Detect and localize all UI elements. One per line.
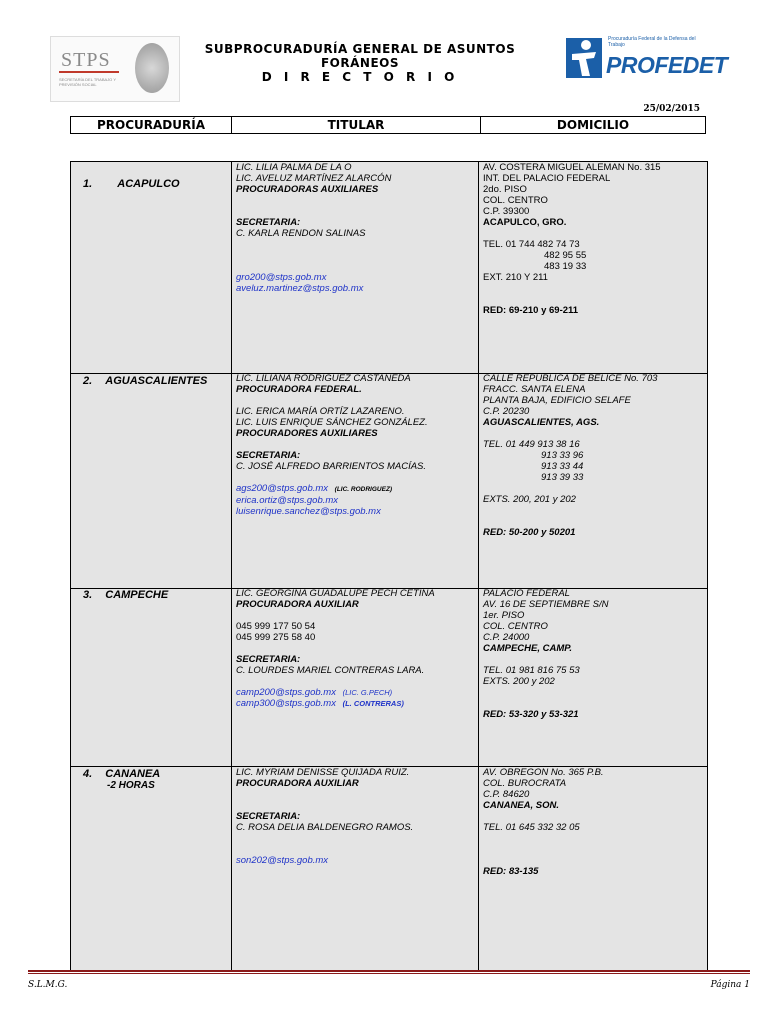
- address-line: 1er. PISO: [483, 610, 525, 621]
- address-line: C.P. 39300: [483, 206, 530, 217]
- phone-line: TEL. 01 981 816 75 53: [483, 665, 580, 676]
- stps-logo: [50, 36, 180, 102]
- page-number: Página 1: [710, 980, 750, 990]
- phone-line: 045 999 177 50 54: [236, 621, 316, 632]
- address-line: PALACIO FEDERAL: [483, 588, 570, 599]
- profedet-name: PROFEDET: [606, 52, 728, 78]
- address-city: CANANEA, SON.: [483, 800, 560, 811]
- entry-number: 2.: [83, 375, 93, 387]
- footer-rule: [28, 973, 750, 974]
- procuraduria-aguascalientes: [83, 375, 207, 388]
- footer-initials: S.L.M.G.: [28, 980, 68, 990]
- email-link[interactable]: son202@stps.gob.mx: [236, 855, 329, 866]
- secretaria-label: SECRETARIA:: [236, 811, 301, 822]
- phone-line: TEL. 01 449 913 38 16: [483, 439, 580, 450]
- phone-line: 913 33 44: [541, 461, 584, 472]
- domicilio-cananea: [483, 767, 604, 877]
- titular-role: PROCURADORAS AUXILIARES: [236, 184, 379, 195]
- red-line: RED: 69-210 y 69-211: [483, 305, 579, 316]
- address-line: AV. 16 DE SEPTIEMBRE S/N: [483, 599, 609, 610]
- entry-number: 4.: [83, 768, 93, 780]
- column-header-row: [70, 116, 706, 134]
- secretaria-name: C. JOSÉ ALFREDO BARRIENTOS MACÍAS.: [236, 461, 427, 472]
- domicilio-acapulco: [483, 162, 661, 316]
- address-line: CALLE REPUBLICA DE BELICE No. 703: [483, 373, 658, 384]
- email-note: (L. CONTRERAS): [342, 699, 404, 708]
- document-title: [195, 42, 525, 84]
- titular-role: PROCURADORA FEDERAL.: [236, 384, 362, 395]
- red-line: RED: 83-135: [483, 866, 539, 877]
- secretaria-label: SECRETARIA:: [236, 217, 301, 228]
- column-header-domicilio: DOMICILIO: [556, 118, 630, 132]
- national-seal-icon: [135, 43, 169, 93]
- address-city: ACAPULCO, GRO.: [483, 217, 567, 228]
- profedet-mark-icon: [566, 38, 602, 78]
- titular-role: PROCURADORA AUXILIAR: [236, 778, 359, 789]
- secretaria-name: C. KARLA RENDON SALINAS: [236, 228, 366, 239]
- email-note: (LIC. G.PECH): [342, 688, 393, 697]
- address-city: AGUASCALIENTES, AGS.: [483, 417, 600, 428]
- phone-line: 045 999 275 58 40: [236, 632, 316, 643]
- domicilio-campeche: [483, 588, 608, 720]
- email-link[interactable]: gro200@stps.gob.mx: [236, 272, 327, 283]
- titular-name: LIC. AVELUZ MARTÍNEZ ALARCÓN: [236, 173, 392, 184]
- entry-name: CANANEA: [105, 768, 161, 780]
- column-header-procuraduria: PROCURADURÍA: [96, 118, 205, 132]
- entry-name: CAMPECHE: [105, 589, 169, 601]
- address-line: AV. COSTERA MIGUEL ALEMAN No. 315: [483, 162, 661, 173]
- domicilio-aguascalientes: [483, 373, 657, 538]
- titular-cananea: [236, 767, 413, 866]
- email-link[interactable]: camp300@stps.gob.mx: [236, 698, 336, 709]
- column-divider: [478, 162, 479, 970]
- entry-number: 3.: [83, 589, 93, 601]
- phone-line: 913 33 96: [541, 450, 584, 461]
- titular-aguascalientes: [236, 373, 428, 517]
- procuraduria-campeche: [83, 589, 168, 602]
- stps-logo-subtitle: SECRETARÍA DEL TRABAJO Y PREVISIÓN SOCIAL: [59, 77, 116, 87]
- procuraduria-cananea: [83, 768, 160, 792]
- stps-logo-rule: [59, 71, 119, 73]
- address-line: AV. OBREGON No. 365 P.B.: [483, 767, 604, 778]
- procuraduria-acapulco: [83, 178, 180, 191]
- phone-line: 482 95 55: [544, 250, 587, 261]
- entry-subtitle: -2 HORAS: [107, 780, 155, 791]
- address-line: COL. CENTRO: [483, 195, 548, 206]
- footer-rule: [28, 970, 750, 972]
- titular-name: LIC. LILIA PALMA DE LA O: [236, 162, 352, 173]
- red-line: RED: 53-320 y 53-321: [483, 709, 579, 720]
- extension-line: EXT. 210 Y 211: [483, 272, 548, 283]
- titular-name: LIC. MYRIAM DENISSE QUIJADA RUIZ.: [236, 767, 410, 778]
- titular-name: LIC. LUIS ENRIQUE SÁNCHEZ GONZÁLEZ.: [236, 417, 428, 428]
- secretaria-label: SECRETARIA:: [236, 450, 301, 461]
- address-line: C.P. 24000: [483, 632, 530, 643]
- document-date: 25/02/2015: [643, 104, 700, 114]
- titular-acapulco: [236, 162, 391, 294]
- title-line-2: FORÁNEOS: [320, 56, 399, 70]
- title-line-1: SUBPROCURADURÍA GENERAL DE ASUNTOS: [204, 42, 516, 56]
- email-link[interactable]: aveluz.martinez@stps.gob.mx: [236, 283, 364, 294]
- phone-line: 483 19 33: [544, 261, 587, 272]
- titular-name: LIC. GEORGINA GUADALUPE PECH CETINA: [236, 588, 435, 599]
- address-city: CAMPECHE, CAMP.: [483, 643, 573, 654]
- red-line: RED: 50-200 y 50201: [483, 527, 576, 538]
- email-link[interactable]: erica.ortiz@stps.gob.mx: [236, 495, 339, 506]
- entry-name: AGUASCALIENTES: [105, 375, 208, 387]
- profedet-logo: [566, 34, 728, 82]
- email-link[interactable]: camp200@stps.gob.mx: [236, 687, 336, 698]
- address-line: PLANTA BAJA, EDIFICIO SELAFE: [483, 395, 631, 406]
- titular-campeche: [236, 588, 435, 709]
- titular-name: LIC. LILIANA RODRIGUEZ CASTANEDA: [236, 373, 411, 384]
- phone-line: TEL. 01 645 332 32 05: [483, 822, 580, 833]
- secretaria-name: C. LOURDES MARIEL CONTRERAS LARA.: [236, 665, 425, 676]
- email-link[interactable]: luisenrique.sanchez@stps.gob.mx: [236, 506, 381, 517]
- phone-line: TEL. 01 744 482 74 73: [483, 239, 580, 250]
- titular-role: PROCURADORES AUXILIARES: [236, 428, 378, 439]
- address-line: 2do. PISO: [483, 184, 527, 195]
- email-note: (LIC. RODRIGUEZ): [334, 486, 393, 493]
- secretaria-name: C. ROSA DELIA BALDENEGRO RAMOS.: [236, 822, 414, 833]
- entry-number: 1.: [83, 178, 93, 190]
- phone-line: 913 39 33: [541, 472, 584, 483]
- extension-line: EXTS. 200, 201 y 202: [483, 494, 576, 505]
- secretaria-label: SECRETARIA:: [236, 654, 301, 665]
- column-divider: [231, 162, 232, 970]
- titular-role: PROCURADORA AUXILIAR: [236, 599, 359, 610]
- address-line: COL. CENTRO: [483, 621, 548, 632]
- column-header-titular: TITULAR: [327, 118, 385, 132]
- directory-table: [70, 161, 708, 971]
- address-line: C.P. 84620: [483, 789, 530, 800]
- extension-line: EXTS. 200 y 202: [483, 676, 555, 687]
- entry-name: ACAPULCO: [117, 178, 180, 190]
- address-line: INT. DEL PALACIO FEDERAL: [483, 173, 611, 184]
- address-line: COL. BUROCRATA: [483, 778, 567, 789]
- profedet-subtitle: Procuraduría Federal de la Defensa del Trabajo: [608, 36, 696, 48]
- address-line: FRACC. SANTA ELENA: [483, 384, 586, 395]
- address-line: C.P. 20230: [483, 406, 530, 417]
- stps-logo-text: STPS: [61, 49, 111, 71]
- email-link[interactable]: ags200@stps.gob.mx: [236, 483, 329, 494]
- titular-name: LIC. ERICA MARÍA ORTÍZ LAZARENO.: [236, 406, 405, 417]
- title-line-3: D I R E C T O R I O: [261, 70, 459, 84]
